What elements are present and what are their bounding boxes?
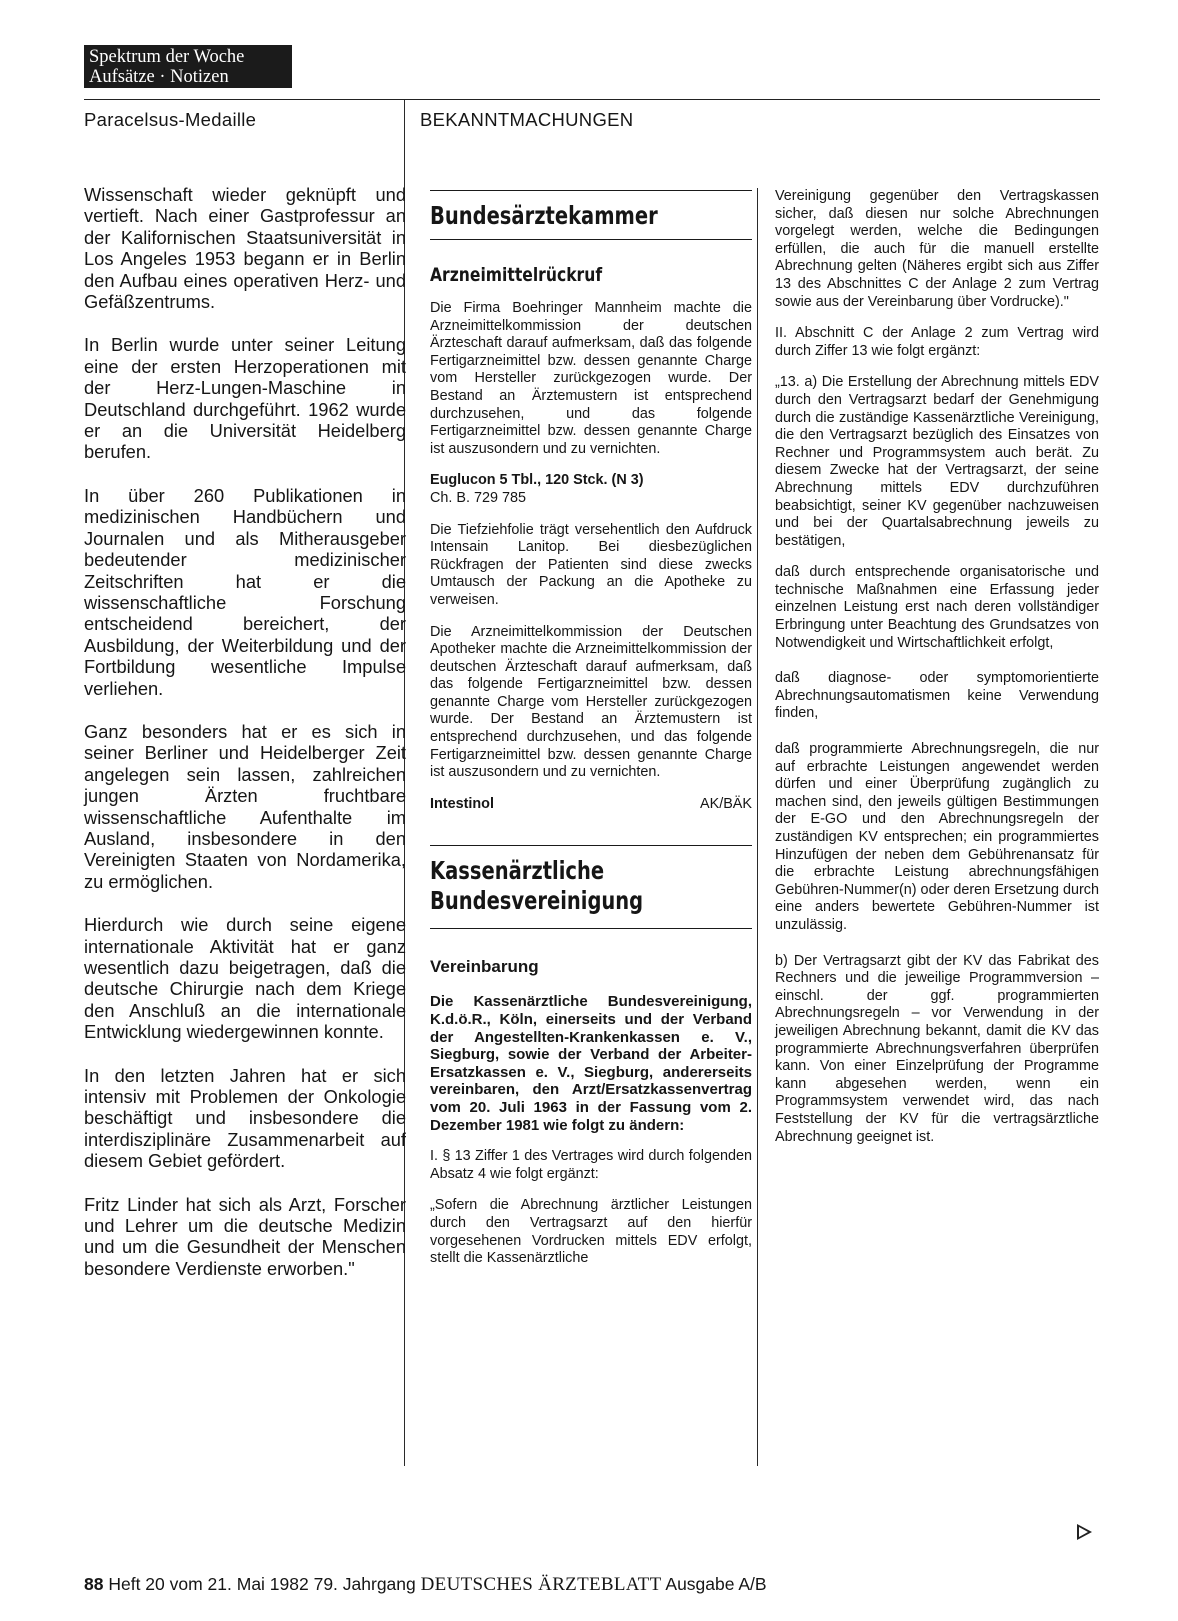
paragraph: Die Tiefziehfolie trägt versehentlich den Aufdruck Intensain Lanitop. Bei diesbezüglichen Rückfragen der Patienten sind diese zwecks Umtausch der Packung an die Apotheke zu verweisen. <box>430 521 752 608</box>
announcement-column-3 <box>775 188 1099 1160</box>
paragraph: Die Arzneimittelkommission der Deutschen Apotheker machte die Arzneimittelkommission der deutschen Ärzteschaft darauf aufmerksam, daß das folgende Fertigarzneimittel bzw. dessen genannte Charge vom Hersteller zurückgezogen wurde. Der Bestand an Ärztemustern ist entsprechend durchzusehen, und das folgende Fertigarzneimittel bzw. dessen genannte Charge ist auszusondern und zu vernichten. <box>430 623 752 781</box>
paragraph: daß diagnose- oder symptomorientierte Abrechnungsautomatismen keine Verwendung finden, <box>775 670 1099 722</box>
section-label-line1: Spektrum der Woche <box>89 47 245 67</box>
paragraph: In den letzten Jahren hat er sich intensiv mit Problemen der Onkologie beschäftigt und insbesondere die interdisziplinäre Zusammenarbeit auf diesem Gebiet gefördert. <box>84 1064 406 1172</box>
column-divider-right <box>757 188 758 1466</box>
product-name: Euglucon 5 Tbl., 120 Stck. (N 3) <box>430 472 644 489</box>
section-title-right: BEKANNTMACHUNGEN <box>420 109 634 130</box>
section-label-line2: Aufsätze · Notizen <box>89 67 229 87</box>
magazine-name: DEUTSCHES ÄRZTEBLATT <box>420 1574 662 1595</box>
continue-arrow-icon <box>1077 1524 1092 1540</box>
paragraph: Wissenschaft wieder geknüpft und vertieft. Nach einer Gastprofessur an der Kalifornischen Staatsuniversität in Los Angeles 1953 begann er in Berlin den Aufbau eines operativen Herz- und Gefäßzentrums. <box>84 184 406 313</box>
signature: AK/BÄK <box>700 795 752 812</box>
paragraph: Die Firma Boehringer Mannheim machte die Arzneimittelkommission der deutschen Ärzteschaft darauf aufmerksam, daß das folgende Fertigarzneimittel bzw. dessen genannte Charge vom Hersteller zurückgezogen wurde. Der Bestand an Ärztemustern ist entsprechend durchzusehen, und das folgende Fertigarzneimittel bzw. dessen genannte Charge ist auszusondern und zu vernichten. <box>430 300 752 457</box>
product-charge: Ch. B. 729 785 <box>430 489 527 506</box>
heading-kbv-line2: Bundesvereinigung <box>430 886 644 916</box>
paragraph: daß programmierte Abrechnungsregeln, die nur auf erbrachte Leistungen angewendet werden dürfen und einer Überprüfung zugänglich zu machen sind, den jeweils gültigen Bestimmungen der E-GO und den Abrechnungsregeln der zuständigen KV entsprechen; ein programmiertes Hinzufügen der neben dem Gebührenansatz für die erbrachte Leistung abrechnungsfähigen Gebühren-Nummer(n) oder deren Ersetzung durch eine anders bewertete Gebühren-Nummer ist unzulässig. <box>775 741 1099 933</box>
heading-kbv-line1: Kassenärztliche <box>430 856 605 886</box>
section-title-left: Paracelsus-Medaille <box>84 109 257 130</box>
paragraph: I. § 13 Ziffer 1 des Vertrages wird durch folgenden Absatz 4 wie folgt ergänzt: <box>430 1148 752 1182</box>
paragraph: „13. a) Die Erstellung der Abrechnung mittels EDV durch den Vertragsarzt bedarf der Genehmigung durch die zuständige Kassenärztliche Vereinigung, die den Vertragsarzt bezüglich des Einsatzes von Rechner und Programmsystem auch berät. Zu diesem Zwecke hat der Vertragsarzt, der seine Abrechnung mittels EDV durchzuführen beabsichtigt, seiner KV gegenüber nachzuweisen und bei der Quartalsabrechnung jeweils zu bestätigen, <box>775 374 1099 549</box>
product-name: Intestinol <box>430 795 494 812</box>
bold-intro: Die Kassenärztliche Bundesvereinigung, K.d.ö.R., Köln, einerseits und der Verband der Angestellten-Krankenkassen e. V., Siegburg, sowie der Verband der Arbeiter-Ersatzkassen e. V., Siegburg, andererseits vereinbaren, den Arzt/Ersatzkassenvertrag vom 20. Juli 1963 in der Fassung vom 2. Dezember 1981 wie folgt zu ändern: <box>430 993 752 1134</box>
paragraph: Vereinigung gegenüber den Vertragskassen sicher, daß diesen nur solche Abrechnungen vorgelegt werden, welche die Bedingungen erfüllen, die auch für die manuell erstellte Abrechnung gelten (Näheres ergibt sich aus Ziffer 13 des Abschnittes C der Anlage 2 zum Vertrag sowie aus der Vereinbarung über Vordrucke)." <box>775 188 1099 310</box>
paragraph: Hierdurch wie durch seine eigene internationale Aktivität hat er ganz wesentlich dazu beigetragen, daß die deutsche Chirurgie nach dem Kriege den Anschluß an die internationale Entwicklung wiedergewinnen konnte. <box>84 914 406 1043</box>
paragraph: II. Abschnitt C der Anlage 2 zum Vertrag wird durch Ziffer 13 wie folgt ergänzt: <box>775 325 1099 359</box>
issue-info: Heft 20 vom 21. Mai 1982 79. Jahrgang <box>108 1574 416 1594</box>
section-label-box <box>84 45 292 88</box>
paragraph: b) Der Vertragsarzt gibt der KV das Fabrikat des Rechners und die jeweilige Programmversion – einschl. der ggf. programmierten Abrechnungsregeln – vor Verwendung in der jeweiligen Abrechnung bekannt, damit die KV das programmierte Abrechnungsverfahren überprüfen kann. Von einer Einzelprüfung der Programme kann abgesehen werden, wenn ein Programmsystem verwendet wird, das nach Feststellung der KV für die vertragsärztliche Abrechnung geeignet ist. <box>775 952 1099 1145</box>
product-row <box>430 796 752 814</box>
paragraph: Ganz besonders hat er es sich in seiner Berliner und Heidelberger Zeit angelegen sein lassen, zahlreichen jungen Ärzten fruchtbare wissenschaftliche Aufenthalte im Ausland, insbesondere in den Vereinigten Staaten von Nordamerika, zu ermöglichen. <box>84 720 406 892</box>
article-column-1 <box>84 184 406 1301</box>
paragraph: daß durch entsprechende organisatorische und technische Maßnahmen eine Erfassung jeder einzelnen Leistung erst nach deren vollständiger Erbringung unter Beachtung des Grundsatzes von Notwendigkeit und Wirtschaftlichkeit erfolgt, <box>775 564 1099 651</box>
page-footer <box>84 1574 767 1596</box>
heading-bundesaerztekammer: Bundesärztekammer <box>430 201 658 230</box>
edition: Ausgabe A/B <box>665 1574 767 1594</box>
subheading-arzneimittelrueckruf: Arzneimittelrückruf <box>430 264 603 286</box>
page-number: 88 <box>84 1574 104 1594</box>
announcement-column-2 <box>430 190 752 1282</box>
paragraph: In Berlin wurde unter seiner Leitung eine der ersten Herzoperationen mit der Herz-Lungen-Maschine in Deutschland durchgeführt. 1962 wurde er an die Universität Heidelberg berufen. <box>84 334 406 463</box>
paragraph: „Sofern die Abrechnung ärztlicher Leistungen durch den Vertragsarzt auf den hierfür vorgesehenen Vordrucken mittels EDV erfolgt, stellt die Kassenärztliche <box>430 1197 752 1267</box>
paragraph: Fritz Linder hat sich als Arzt, Forscher und Lehrer um die deutsche Medizin und um die Gesundheit der Menschen besondere Verdienste erworben." <box>84 1193 406 1279</box>
subheading-vereinbarung: Vereinbarung <box>430 957 539 977</box>
header-rule <box>84 99 1100 100</box>
paragraph: In über 260 Publikationen in medizinischen Handbüchern und Journalen und als Mitherausgeber bedeutender medizinischer Zeitschriften hat er die wissenschaftliche Forschung entscheidend bereichert, der Ausbildung, der Weiterbildung und der Fortbildung wesentliche Impulse verliehen. <box>84 484 406 699</box>
